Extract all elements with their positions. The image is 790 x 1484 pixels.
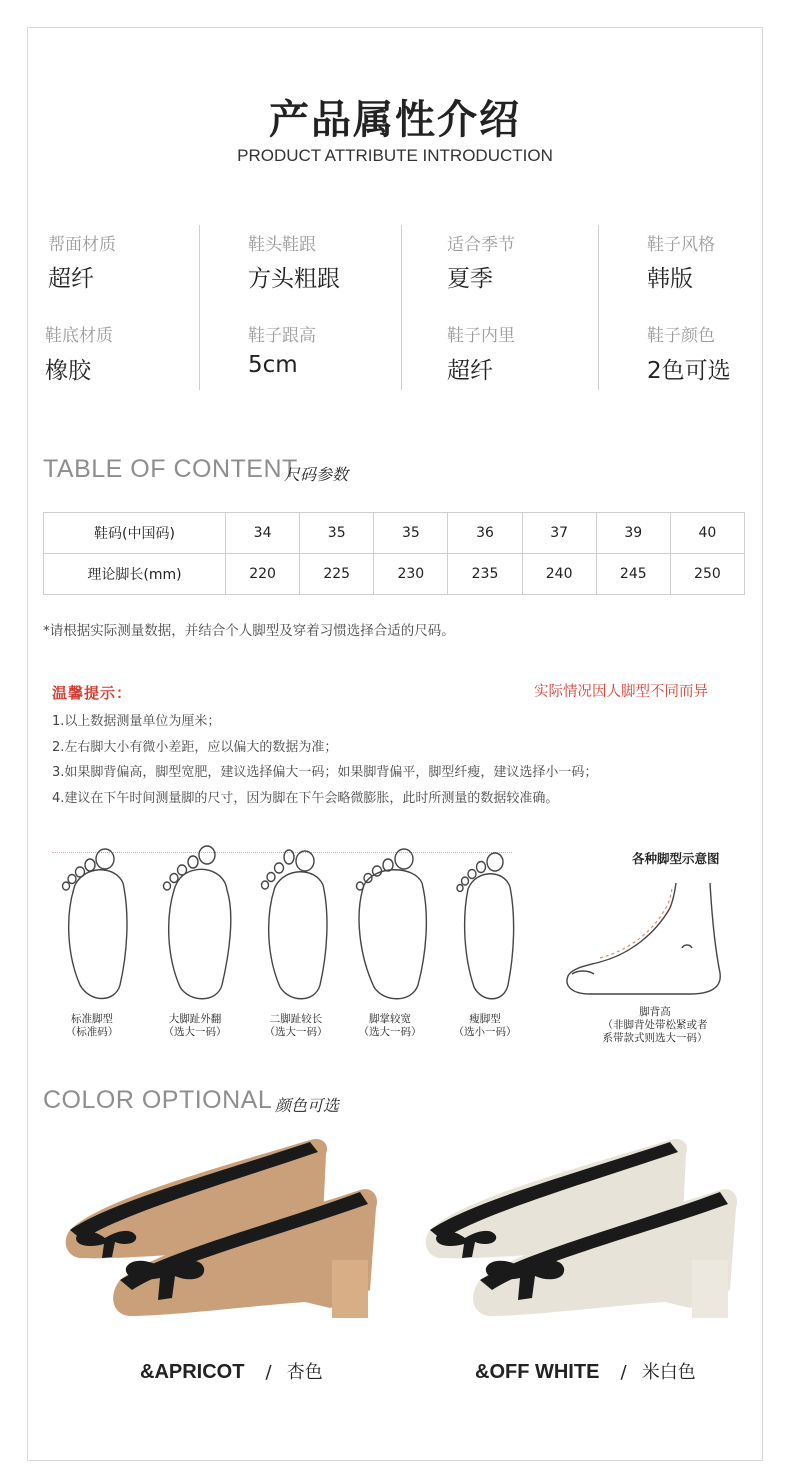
table-row	[44, 554, 745, 595]
side-caption-line: 脚背高	[639, 1006, 671, 1018]
size-section-title: TABLE OF CONTENT	[43, 455, 298, 483]
table-cell: 250	[670, 554, 744, 595]
attr-value: 夏季	[447, 266, 493, 292]
foot-type-name: 二脚趾较长	[269, 1013, 323, 1025]
color-section-subtitle: 颜色可选	[275, 1096, 340, 1115]
foot-type-name: 瘦脚型	[469, 1013, 501, 1025]
page-subtitle: PRODUCT ATTRIBUTE INTRODUCTION	[237, 146, 553, 165]
color-name-cn: 杏色	[286, 1362, 323, 1383]
attr-value: 超纤	[447, 358, 493, 384]
high-instep-foot-icon	[560, 878, 740, 1003]
foot-type-caption	[152, 1013, 238, 1039]
row-header: 理论脚长(mm)	[44, 554, 226, 595]
color-separator: /	[265, 1362, 272, 1383]
tips-title: 温馨提示：	[52, 684, 133, 702]
wide-foot-icon	[357, 849, 427, 999]
attr-value: 方头粗跟	[248, 266, 340, 292]
table-cell: 245	[596, 554, 670, 595]
table-cell: 240	[522, 554, 596, 595]
table-cell: 34	[226, 513, 300, 554]
foot-type-caption	[347, 1013, 433, 1039]
foot-type-caption	[442, 1013, 528, 1039]
size-section-subtitle: 尺码参数	[284, 465, 349, 484]
table-row	[44, 513, 745, 554]
color-label-apricot	[140, 1358, 323, 1384]
attr-label: 鞋子内里	[447, 326, 515, 346]
table-cell: 220	[226, 554, 300, 595]
tip-line: 1.以上数据测量单位为厘米；	[52, 714, 221, 729]
off-white-shoe-image	[420, 1130, 760, 1340]
foot-type-advice: （选大一码）	[358, 1026, 422, 1038]
thin-foot-icon	[457, 853, 514, 999]
attr-value: 5cm	[248, 352, 298, 378]
page-title: 产品属性介绍	[269, 97, 521, 143]
side-diagram-title: 各种脚型示意图	[632, 851, 720, 866]
tips-right-note: 实际情况因人脚型不同而异	[534, 684, 708, 700]
tip-line: 3.如果脚背偏高，脚型宽肥，建议选择偏大一码；如果脚背偏平，脚型纤瘦，建议选择小一码；	[52, 765, 598, 780]
column-divider	[598, 225, 599, 390]
foot-type-advice: （选大一码）	[264, 1026, 328, 1038]
table-cell: 36	[448, 513, 522, 554]
attr-label: 鞋子风格	[647, 235, 715, 255]
foot-type-caption	[52, 1013, 132, 1039]
side-caption-line: 系带款式则选大一码）	[602, 1032, 708, 1044]
attr-label: 鞋子颜色	[647, 326, 715, 346]
foot-type-name: 标准脚型	[71, 1013, 113, 1025]
long-second-toe-foot-icon	[262, 850, 327, 999]
standard-foot-icon	[63, 849, 127, 999]
attr-value: 橡胶	[45, 358, 91, 384]
attr-value: 2色可选	[647, 358, 731, 384]
size-table	[43, 512, 745, 595]
attr-label: 鞋子跟高	[248, 326, 316, 346]
color-section-title: COLOR OPTIONAL	[43, 1086, 273, 1114]
column-divider	[199, 225, 200, 390]
attr-label: 适合季节	[447, 235, 515, 255]
attr-value: 超纤	[48, 266, 94, 292]
table-cell: 230	[374, 554, 448, 595]
foot-type-caption	[253, 1013, 339, 1039]
table-cell: 39	[596, 513, 670, 554]
apricot-shoe-image	[60, 1130, 400, 1340]
table-cell: 225	[300, 554, 374, 595]
foot-type-advice: （标准码）	[65, 1026, 119, 1038]
color-name: &OFF WHITE	[475, 1361, 600, 1383]
column-divider	[401, 225, 402, 390]
table-cell: 37	[522, 513, 596, 554]
attr-value: 韩版	[647, 266, 693, 292]
attr-label: 鞋头鞋跟	[248, 235, 316, 255]
table-cell: 235	[448, 554, 522, 595]
side-diagram-caption	[590, 1006, 720, 1045]
table-cell: 40	[670, 513, 744, 554]
foot-outlines	[55, 845, 525, 1005]
bunion-foot-icon	[164, 846, 231, 999]
foot-type-name: 脚掌较宽	[369, 1013, 411, 1025]
color-name: &APRICOT	[140, 1361, 245, 1383]
tip-line: 4.建议在下午时间测量脚的尺寸，因为脚在下午会略微膨胀，此时所测量的数据较准确。	[52, 791, 559, 806]
attr-label: 帮面材质	[48, 235, 116, 255]
table-cell: 35	[300, 513, 374, 554]
foot-type-advice: （选大一码）	[163, 1026, 227, 1038]
foot-type-name: 大脚趾外翻	[168, 1013, 222, 1025]
side-caption-line: （非脚背处带松紧或者	[602, 1019, 708, 1031]
size-note: *请根据实际测量数据，并结合个人脚型及穿着习惯选择合适的尺码。	[43, 623, 455, 639]
color-separator: /	[620, 1362, 627, 1383]
foot-type-advice: （选小一码）	[453, 1026, 517, 1038]
color-label-off-white	[475, 1358, 696, 1384]
tip-line: 2.左右脚大小有微小差距，应以偏大的数据为准；	[52, 740, 338, 755]
color-name-cn: 米白色	[641, 1362, 696, 1383]
table-cell: 35	[374, 513, 448, 554]
attr-label: 鞋底材质	[45, 326, 113, 346]
row-header: 鞋码(中国码)	[44, 513, 226, 554]
